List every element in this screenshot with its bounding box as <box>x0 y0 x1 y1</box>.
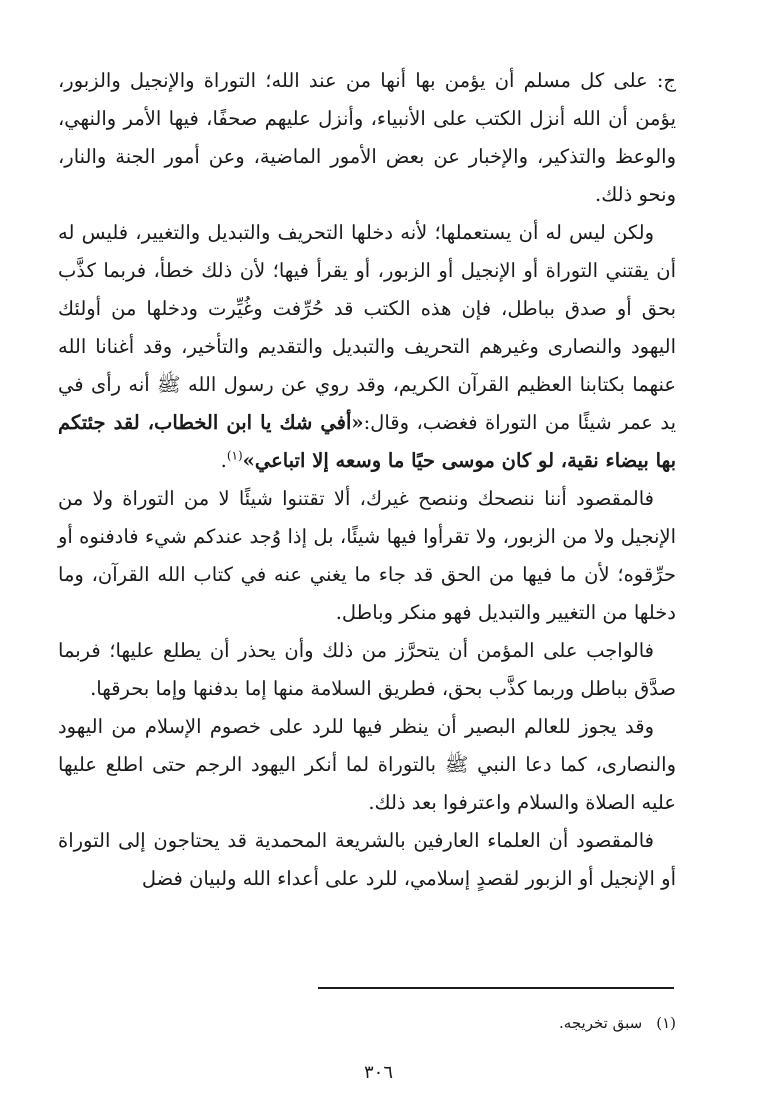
paragraph-duty: فالواجب على المؤمن أن يتحرَّز من ذلك وأن يحذر أن يطلع عليها؛ فربما صدَّق بباطل وربما كذَّب بحق، فطريق السلامة منها إما بدفنها وإما بحرقها. <box>58 639 676 700</box>
paragraph-scholar-exception: وقد يجوز للعالم البصير أن ينظر فيها للرد على خصوم الإسلام من اليهود والنصارى، كما دعا النبي ﷺ بالتوراة لما أنكر اليهود الرجم حتى اطلع عليها عليه الصلاة والسلام واعترفوا بعد ذلك. <box>58 715 676 814</box>
footnote-text: سبق تخريجه. <box>559 1014 643 1032</box>
paragraph-warning-end: . <box>220 449 227 472</box>
page-body <box>58 62 676 898</box>
paragraph-warning <box>58 214 676 480</box>
paragraph-warning-text: ولكن ليس له أن يستعملها؛ لأنه دخلها التحريف والتبديل والتغيير، فليس له أن يقتني التوراة أو الإنجيل أو الزبور، أو يقرأ فيها؛ لأن ذلك خطأ، فربما كذَّب بحق أو صدق بباطل، فإن هذه الكتب قد حُرِّفت وغُيِّرت ودخلها من أولئك اليهود والنصارى وغيرهم التحريف والتبديل والتقديم والتأخير، وقد أغنانا الله عنهما بكتابنا العظيم القرآن الكريم، وقد روي عن رسول الله ﷺ أنه رأى في يد عمر شيئًا من التوراة فغضب، وقال: <box>58 221 676 434</box>
paragraph-answer: ج: على كل مسلم أن يؤمن بها أنها من عند الله؛ التوراة والإنجيل والزبور، يؤمن أن الله أنزل الكتب على الأنبياء، وأنزل عليهم صحفًا، فيها الأمر والنهي، والوعظ والتذكير، والإخبار عن بعض الأمور الماضية، وعن أمور الجنة والنار، ونحو ذلك. <box>58 69 676 206</box>
hadith-quote: «أفي شك يا ابن الخطاب، لقد جئتكم بها بيضاء نقية، لو كان موسى حيًا ما وسعه إلا اتباعي» <box>58 411 676 472</box>
paragraph-advice: فالمقصود أننا ننصحك وننصح غيرك، ألا تقتنوا شيئًا لا من التوراة ولا من الإنجيل ولا من الزبور، ولا تقرأوا فيها شيئًا، بل إذا وُجد عندكم شيء فادفنوه أو حرِّقوه؛ لأن ما فيها من الحق قد جاء ما يغني عنه في كتاب الله القرآن، وما دخلها من التغيير والتبديل فهو منكر وباطل. <box>58 487 676 624</box>
footnote-number: (١) <box>656 1014 676 1032</box>
paragraph-conclusion: فالمقصود أن العلماء العارفين بالشريعة المحمدية قد يحتاجون إلى التوراة أو الإنجيل أو الزبور لقصدٍ إسلامي، للرد على أعداء الله ولبيان فضل <box>58 829 676 890</box>
footnote-divider <box>318 987 674 989</box>
footnote-reference: (١) <box>226 448 243 463</box>
footnote <box>360 1014 676 1032</box>
page-number: ٣٠٦ <box>363 1062 393 1083</box>
